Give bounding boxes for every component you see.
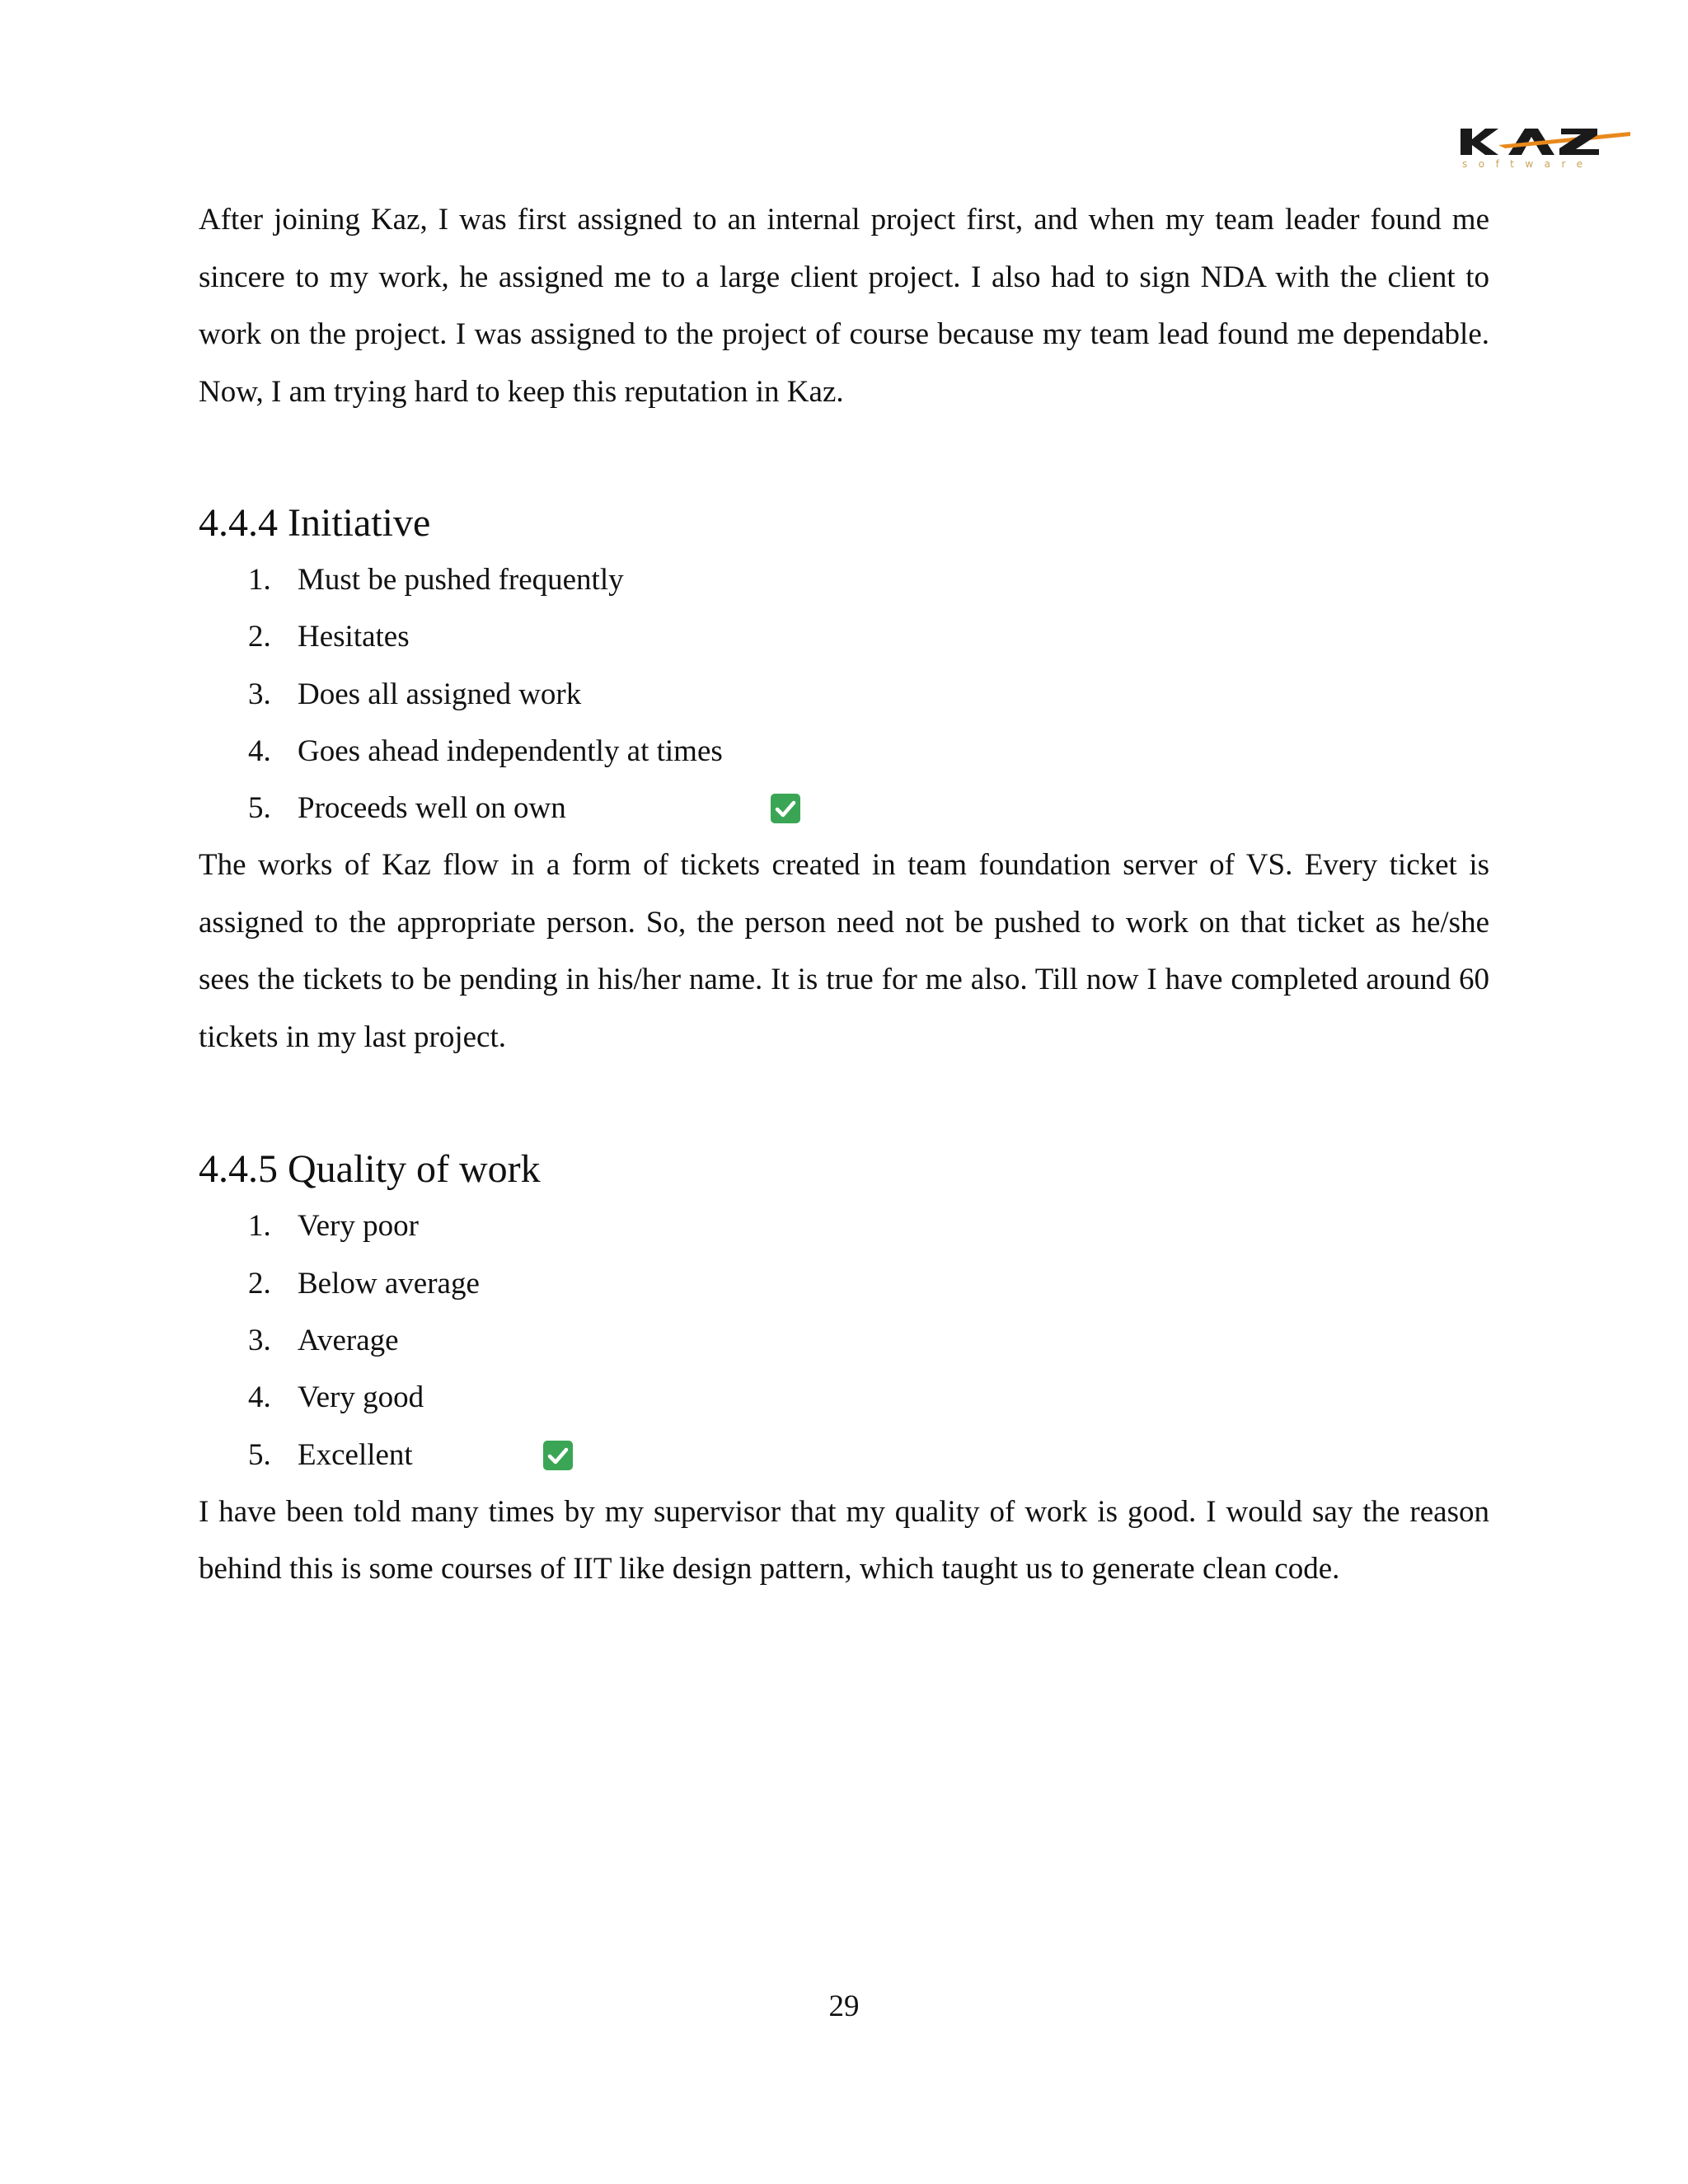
list-text: Excellent	[298, 1437, 413, 1472]
list-text: Hesitates	[298, 620, 410, 654]
list-number: 1.	[248, 563, 271, 597]
list-number: 2.	[248, 1266, 271, 1301]
list-number: 2.	[248, 620, 271, 654]
list-item	[199, 1197, 1489, 1254]
quality-paragraph: I have been told many times by my supervisor that my quality of work is good. I would say the reason behind this is some courses of IIT like design pattern, which taught us to generate clean code.	[199, 1494, 1489, 1586]
list-number: 1.	[248, 1209, 271, 1244]
list-item-selected	[199, 780, 1489, 837]
check-box-icon	[771, 794, 800, 823]
list-number: 4.	[248, 1380, 271, 1415]
list-number: 4.	[248, 733, 271, 768]
list-item	[199, 723, 1489, 780]
check-box-icon	[543, 1441, 573, 1470]
page-number: 29	[828, 1990, 860, 2023]
section-heading-initiative: 4.4.4 Initiative	[199, 501, 431, 545]
list-number: 3.	[248, 677, 271, 711]
list-item	[199, 666, 1489, 723]
list-number: 3.	[248, 1324, 271, 1358]
kaz-software-logo	[1457, 124, 1639, 170]
list-text: Very good	[298, 1380, 424, 1415]
list-number: 5.	[248, 1437, 271, 1472]
list-text: Goes ahead independently at times	[298, 733, 723, 768]
section-heading-quality: 4.4.5 Quality of work	[199, 1147, 541, 1192]
initiative-options-list	[199, 551, 1489, 837]
document-content	[199, 191, 1489, 1598]
list-item	[199, 551, 1489, 608]
list-item-selected	[199, 1427, 1489, 1483]
intro-paragraph: After joining Kaz, I was first assigned to an internal project first, and when my team leader found me sincere to my work, he assigned me to a large client project. I also had to sign NDA with the client to work on the project. I was assigned to the project of course because my team lead found me dependable. Now, I am trying hard to keep this reputation in Kaz.	[199, 203, 1489, 409]
list-text: Below average	[298, 1266, 480, 1301]
list-item	[199, 1312, 1489, 1369]
quality-options-list	[199, 1197, 1489, 1483]
list-text: Does all assigned work	[298, 677, 582, 711]
list-text: Proceeds well on own	[298, 791, 566, 826]
list-item	[199, 1369, 1489, 1426]
list-text: Must be pushed frequently	[298, 563, 624, 597]
list-number: 5.	[248, 791, 271, 826]
svg-text:software: software	[1462, 158, 1594, 170]
initiative-paragraph: The works of Kaz flow in a form of tickets created in team foundation server of VS. Every ticket is assigned to the appropriate person. So, the person need not be pushed to work on that ticket as he/she sees the tickets to be pending in his/her name. It is true for me also. Till now I have completed around 60 tickets in my last project.	[199, 848, 1489, 1054]
list-text: Very poor	[298, 1209, 419, 1244]
list-item	[199, 608, 1489, 665]
list-item	[199, 1255, 1489, 1312]
list-text: Average	[298, 1324, 399, 1358]
